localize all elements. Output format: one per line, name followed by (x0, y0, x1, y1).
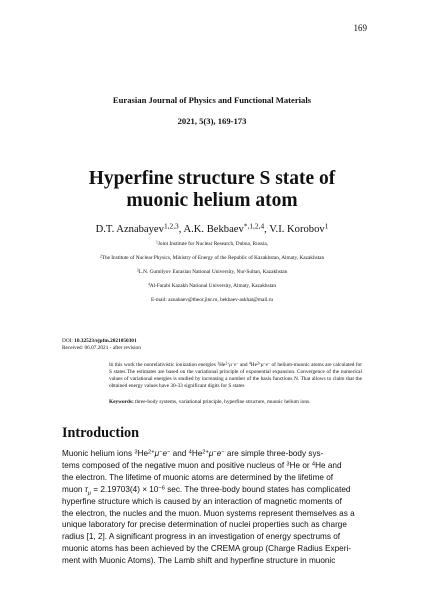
affiliation-4: $^4$Al-Farabi Kazakh National University, Almaty, Kazakhstan (147, 282, 277, 289)
affiliation-3: $^3$L.N. Gumilyov Eurasian National University, Nur-Sultan, Kazakhstan (136, 268, 288, 275)
doi-line: DOI: 10.32523/ejpfm.2021050301 (62, 338, 137, 344)
email: E-mail: aznabaev@theor.jinr.ru, bekbaev-askhat@mail.ru (150, 297, 274, 303)
page-number: 169 (353, 23, 367, 33)
title-line-1: Hyperfine structure S state of (88, 168, 336, 189)
body-line: muonic atoms has been achieved by the CREMA group (Charge Radius Experi- (62, 544, 351, 554)
author-2-affil: *,1,2,4 (243, 221, 265, 231)
author-list: D.T. Aznabayev$^{1,2,3}$, A.K. Bekbaev$^{*,1,2,4}$, V.I. Korobov$^1$ (95, 221, 329, 235)
body-line: radius [1, 2]. A significant progress in an investigation of energy spectrums of (62, 532, 341, 542)
keywords: Keywords: three-body systems, variational principle, hyperfine structure, muonic helium ions. (109, 399, 311, 405)
section-heading-introduction: Introduction (62, 425, 139, 441)
journal-name: Eurasian Journal of Physics and Functional Materials (112, 95, 312, 105)
author-1-affil: 1,2,3 (163, 221, 179, 231)
doi-link[interactable]: 10.32523/ejpfm.2021050301 (74, 338, 137, 344)
affiliation-1: $^1$Joint Institute for Nuclear Research, Dubna, Russia, (155, 240, 269, 247)
author-3: V.I. Korobov (269, 224, 325, 235)
body-line: Muonic helium ions $^3He^{2+}\mu^-e^-$ and $^4He^{2+}\mu^-e^-$ are simple three-body sys- (62, 449, 324, 458)
body-line: muon $\tau_\mu = 2.19703(4) \times 10^{-6}$ sec. The three-body bound states has complicated (62, 484, 351, 497)
author-3-affil: 1 (324, 221, 329, 231)
body-line: unique laboratory for precise determination of nuclei properties such as charge (62, 520, 347, 530)
body-line: tems composed of the negative muon and positive nucleus of $^3$He or $^4$He and (62, 460, 342, 470)
journal-reference: 2021, 5(3), 169-173 (177, 116, 247, 126)
body-line: the electron, the nucles and the muon. Muon systems represent themselves as a (62, 508, 355, 518)
introduction-body (62, 448, 363, 567)
body-line: the electron. The lifetime of muonic atoms are determined by the lifetime of (62, 472, 334, 482)
paper-title (0, 168, 424, 212)
author-2: A.K. Bekbaev (183, 224, 244, 235)
abstract: In this work the nonrelativistic ionization energies $^3He^{2+}\mu^-e^-$ and $^4He^{2+}\mu^-e^-$ of helium-muonic atoms are calculated for S states.The estimates are based on the variational principle of exponential expansion. Convergence of the numerical values of variational energies is studied by increasing a number of the basis functions N. That allows to claim that the obtained energy values have 30-33 significant digits for S states (109, 361, 363, 389)
author-1: D.T. Aznabayev (95, 224, 164, 235)
received-date: Received: 06.07.2021 - after revision (62, 345, 141, 351)
affiliation-2: $^2$The Institute of Nuclear Physics, Ministry of Energy of the Republic of Kazakhstan, Almaty, Kazakhstan (99, 254, 325, 261)
body-line: hyperfine structure which is caused by an interaction of magnetic moments of (62, 496, 342, 506)
body-line: ment with Muonic Atoms). The Lamb shift and hyperfine structure in muonic (62, 556, 336, 566)
title-line-2: muonic helium atom (126, 190, 298, 211)
